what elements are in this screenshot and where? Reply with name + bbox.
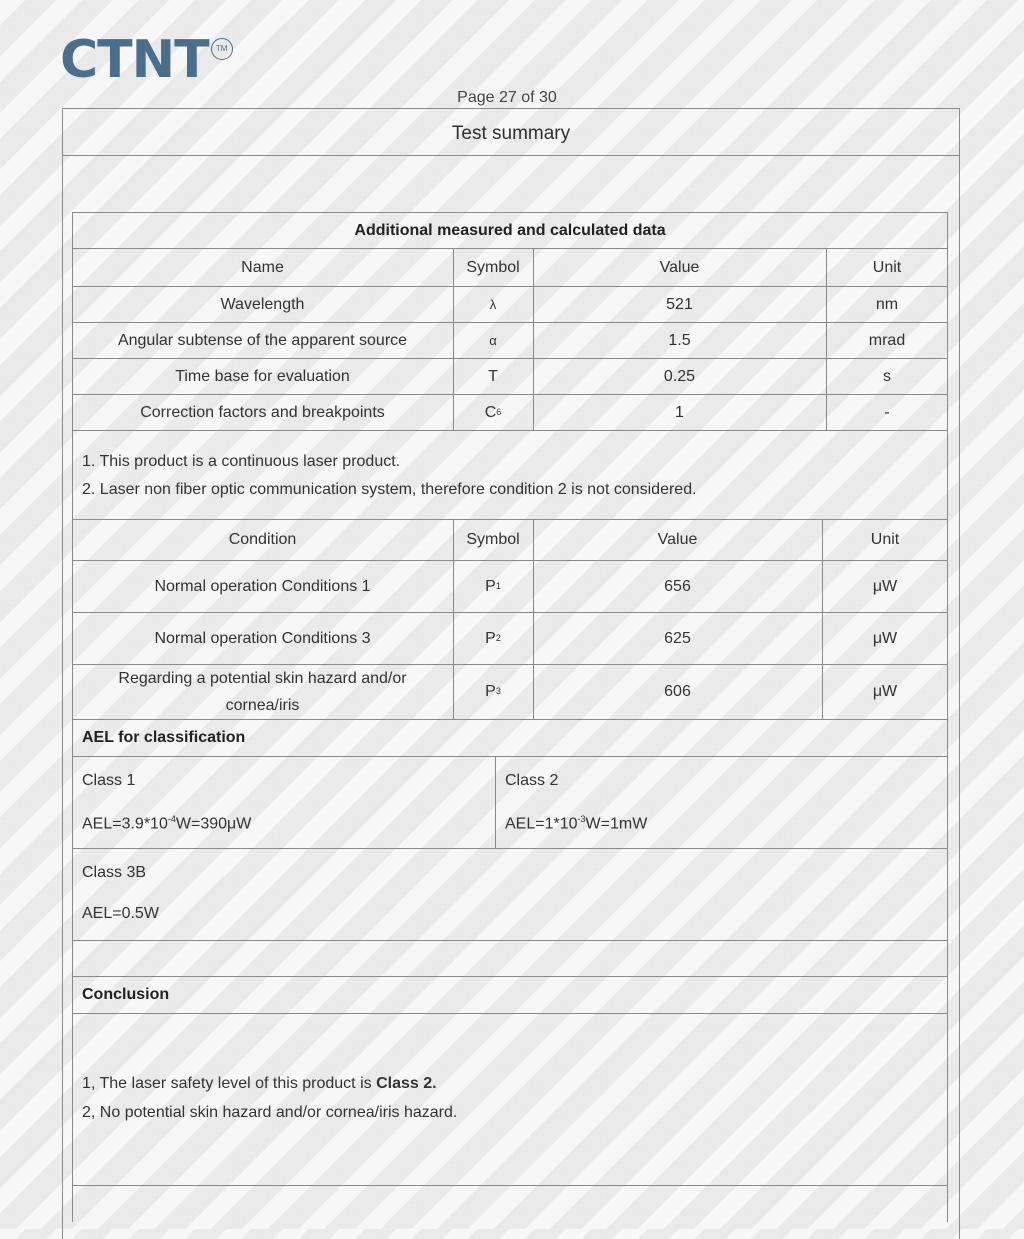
cond-row2-symbol: [453, 612, 533, 664]
class3b-ael: AEL=0.5W: [82, 905, 159, 922]
row-correction-unit: -: [884, 403, 890, 421]
class2-label: Class 2: [505, 772, 559, 789]
page-title: Test summary: [63, 109, 959, 156]
row-angular-symbol: α: [489, 332, 497, 348]
cond-header-symbol: Symbol: [466, 531, 520, 548]
row-timebase-unit: s: [883, 367, 891, 385]
symbol-subscript: 3: [495, 686, 501, 696]
conclusion-line-1-text: 1, The laser safety level of this product is: [82, 1075, 377, 1092]
cond-row1-condition: Normal operation Conditions 1: [154, 577, 371, 595]
cond-header-condition: Condition: [228, 531, 297, 548]
row-timebase-name: Time base for evaluation: [175, 367, 350, 385]
symbol-subscript: 6: [496, 406, 502, 417]
conclusion-class-result: Class 2.: [376, 1075, 437, 1092]
row-timebase-symbol: T: [488, 367, 498, 385]
row-angular-name: Angular subtense of the apparent source: [117, 331, 408, 349]
symbol-text: P: [485, 629, 496, 647]
class2-ael-exponent: -3: [577, 814, 586, 824]
cond-row3-unit: μW: [872, 683, 898, 700]
class1-ael-suffix: W=390μW: [175, 815, 252, 833]
col-header-symbol: Symbol: [466, 258, 520, 276]
class1-ael-prefix: AEL=3.9*10: [82, 815, 168, 833]
row-angular-value: 1.5: [668, 331, 691, 349]
row-correction-value: 1: [675, 403, 684, 421]
note-continuous: 1. This product is a continuous laser product.: [82, 453, 401, 470]
row-wavelength-value: 521: [666, 295, 693, 313]
row-wavelength-name: Wavelength: [220, 295, 305, 313]
cond-row1-symbol: [453, 560, 533, 612]
class1-label: Class 1: [82, 772, 136, 789]
cond-header-value: Value: [657, 531, 698, 548]
col-header-value: Value: [659, 258, 700, 276]
conclusion-heading: Conclusion: [82, 986, 170, 1003]
cond-row3-symbol: [453, 664, 533, 719]
symbol-text: C: [484, 403, 497, 421]
conclusion-line-1: [82, 1075, 437, 1093]
row-wavelength-unit: nm: [875, 295, 899, 313]
cond-row3-value: 606: [664, 683, 691, 700]
row-correction-name: Correction factors and breakpoints: [140, 403, 385, 421]
logo-text: CTNT: [60, 30, 209, 90]
cond-header-unit: Unit: [870, 531, 900, 548]
note-non-fiber: 2. Laser non fiber optic communication system, therefore condition 2 is not considered.: [82, 481, 697, 498]
symbol-text: P: [485, 577, 496, 595]
col-header-name: Name: [241, 258, 284, 276]
cond-row2-unit: μW: [872, 629, 898, 647]
symbol-text: P: [485, 683, 496, 700]
row-correction-symbol: [453, 394, 533, 430]
class1-ael-exponent: -4: [167, 814, 176, 824]
class3b-label: Class 3B: [82, 864, 147, 881]
page-number: Page 27 of 30: [457, 89, 557, 106]
row-timebase-value: 0.25: [663, 367, 696, 385]
cond-row2-condition: Normal operation Conditions 3: [154, 629, 371, 647]
trademark-icon: TM: [211, 38, 233, 60]
row-angular-unit: mrad: [868, 331, 906, 349]
class2-ael: [505, 814, 647, 833]
cond-row1-unit: μW: [872, 577, 898, 595]
conclusion-line-2: 2, No potential skin hazard and/or cornea/iris hazard.: [82, 1104, 458, 1121]
cond-row2-value: 625: [664, 629, 691, 647]
measured-data-heading: Additional measured and calculated data: [354, 221, 666, 239]
ael-heading: AEL for classification: [82, 729, 246, 746]
ctnt-logo: [60, 30, 233, 90]
cond-row1-value: 656: [664, 577, 691, 595]
class2-ael-suffix: W=1mW: [585, 815, 648, 833]
class1-ael: [82, 814, 251, 833]
class2-ael-prefix: AEL=1*10: [505, 815, 578, 833]
symbol-subscript: 1: [495, 580, 501, 591]
symbol-subscript: 2: [495, 632, 501, 643]
col-header-unit: Unit: [872, 258, 902, 276]
row-wavelength-symbol: λ: [489, 296, 497, 312]
cond-row3-condition: Regarding a potential skin hazard and/or cornea/iris: [118, 669, 407, 714]
